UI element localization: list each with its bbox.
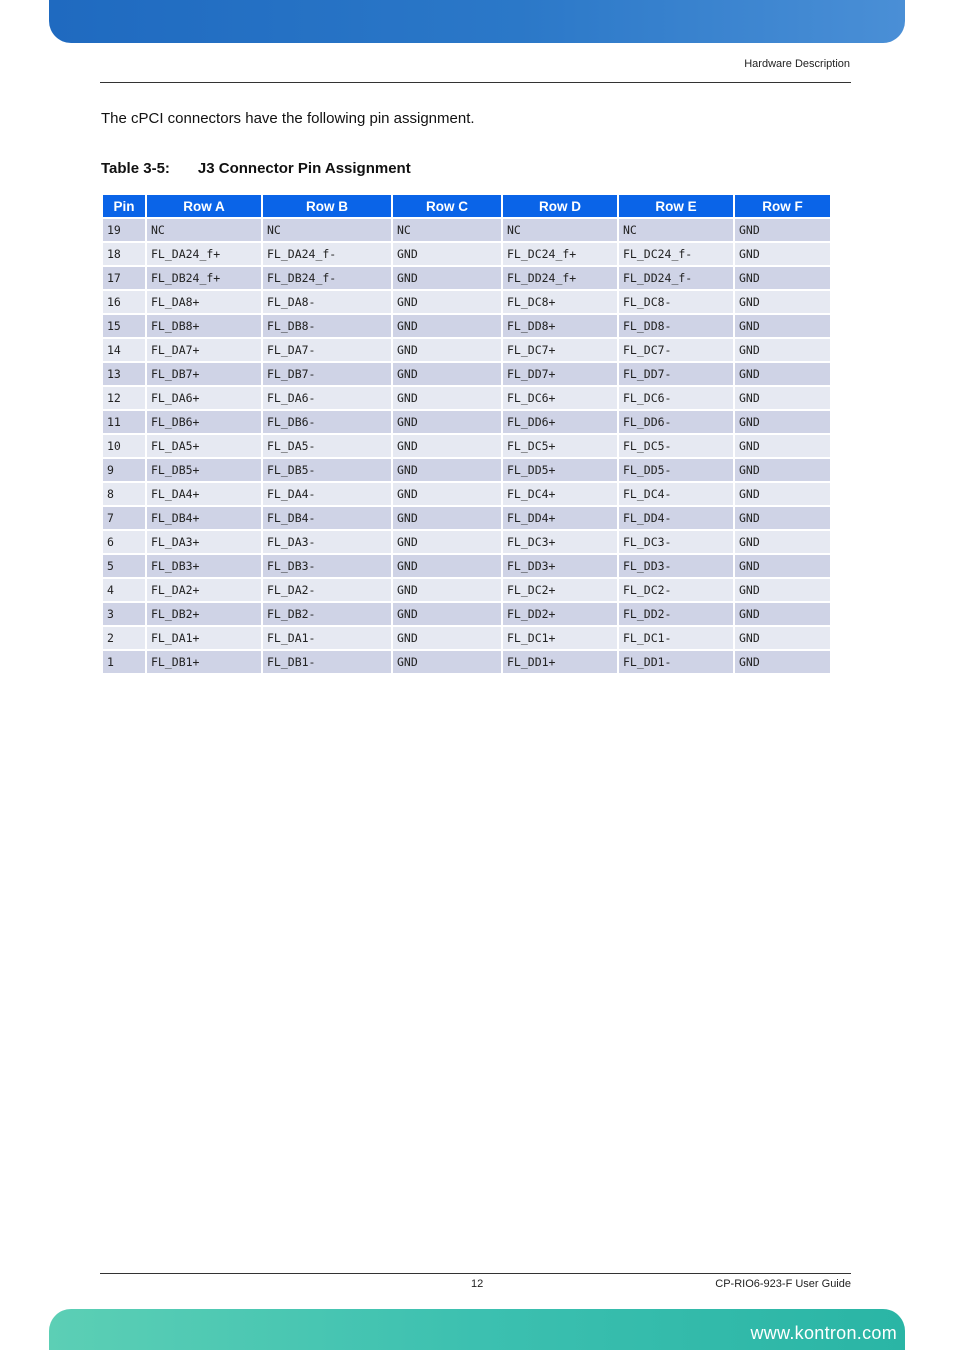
signal-cell: GND bbox=[735, 291, 830, 313]
signal-cell: GND bbox=[393, 483, 501, 505]
signal-cell: FL_DD7+ bbox=[503, 363, 617, 385]
signal-cell: FL_DA5+ bbox=[147, 435, 261, 457]
table-row bbox=[103, 627, 830, 649]
intro-paragraph: The cPCI connectors have the following pin assignment. bbox=[101, 110, 475, 127]
signal-cell: FL_DC3+ bbox=[503, 531, 617, 553]
signal-cell: FL_DD8+ bbox=[503, 315, 617, 337]
signal-cell: GND bbox=[735, 411, 830, 433]
signal-cell: GND bbox=[735, 531, 830, 553]
signal-cell: NC bbox=[503, 219, 617, 241]
column-header: Row B bbox=[263, 195, 391, 217]
signal-cell: GND bbox=[393, 435, 501, 457]
table-caption bbox=[101, 160, 411, 177]
table-row bbox=[103, 267, 830, 289]
table-row bbox=[103, 363, 830, 385]
signal-cell: FL_DB3- bbox=[263, 555, 391, 577]
footer-divider bbox=[100, 1273, 851, 1274]
signal-cell: GND bbox=[735, 459, 830, 481]
table-row bbox=[103, 555, 830, 577]
pin-number-cell: 18 bbox=[103, 243, 145, 265]
signal-cell: FL_DB3+ bbox=[147, 555, 261, 577]
pin-number-cell: 5 bbox=[103, 555, 145, 577]
signal-cell: FL_DB24_f+ bbox=[147, 267, 261, 289]
pin-number-cell: 13 bbox=[103, 363, 145, 385]
signal-cell: GND bbox=[735, 507, 830, 529]
signal-cell: GND bbox=[735, 651, 830, 673]
website-link[interactable]: www.kontron.com bbox=[750, 1323, 897, 1343]
pin-number-cell: 2 bbox=[103, 627, 145, 649]
signal-cell: FL_DC7+ bbox=[503, 339, 617, 361]
signal-cell: FL_DB6- bbox=[263, 411, 391, 433]
signal-cell: NC bbox=[619, 219, 733, 241]
table-row bbox=[103, 315, 830, 337]
signal-cell: FL_DD3- bbox=[619, 555, 733, 577]
signal-cell: FL_DB24_f- bbox=[263, 267, 391, 289]
document-title: CP-RIO6-923-F User Guide bbox=[715, 1278, 851, 1290]
table-row bbox=[103, 339, 830, 361]
signal-cell: FL_DB1+ bbox=[147, 651, 261, 673]
signal-cell: FL_DC24_f+ bbox=[503, 243, 617, 265]
signal-cell: FL_DB7- bbox=[263, 363, 391, 385]
table-row bbox=[103, 219, 830, 241]
signal-cell: FL_DC4- bbox=[619, 483, 733, 505]
signal-cell: FL_DA3- bbox=[263, 531, 391, 553]
signal-cell: GND bbox=[393, 315, 501, 337]
pin-number-cell: 15 bbox=[103, 315, 145, 337]
signal-cell: FL_DC24_f- bbox=[619, 243, 733, 265]
signal-cell: FL_DA5- bbox=[263, 435, 391, 457]
signal-cell: FL_DC4+ bbox=[503, 483, 617, 505]
pin-number-cell: 17 bbox=[103, 267, 145, 289]
column-header: Row E bbox=[619, 195, 733, 217]
pin-number-cell: 6 bbox=[103, 531, 145, 553]
table-row bbox=[103, 435, 830, 457]
signal-cell: FL_DB6+ bbox=[147, 411, 261, 433]
signal-cell: GND bbox=[735, 267, 830, 289]
signal-cell: GND bbox=[735, 363, 830, 385]
signal-cell: FL_DB8- bbox=[263, 315, 391, 337]
signal-cell: GND bbox=[735, 483, 830, 505]
pin-number-cell: 10 bbox=[103, 435, 145, 457]
signal-cell: FL_DB4- bbox=[263, 507, 391, 529]
table-row bbox=[103, 411, 830, 433]
pin-number-cell: 8 bbox=[103, 483, 145, 505]
signal-cell: FL_DA2- bbox=[263, 579, 391, 601]
signal-cell: GND bbox=[393, 411, 501, 433]
table-row bbox=[103, 459, 830, 481]
signal-cell: FL_DD1- bbox=[619, 651, 733, 673]
column-header: Row D bbox=[503, 195, 617, 217]
table-row bbox=[103, 651, 830, 673]
signal-cell: FL_DA6+ bbox=[147, 387, 261, 409]
column-header: Pin bbox=[103, 195, 145, 217]
signal-cell: FL_DC5+ bbox=[503, 435, 617, 457]
signal-cell: FL_DA7+ bbox=[147, 339, 261, 361]
signal-cell: FL_DB5+ bbox=[147, 459, 261, 481]
signal-cell: FL_DD2- bbox=[619, 603, 733, 625]
signal-cell: FL_DA8- bbox=[263, 291, 391, 313]
signal-cell: FL_DC2+ bbox=[503, 579, 617, 601]
signal-cell: FL_DC5- bbox=[619, 435, 733, 457]
signal-cell: FL_DD3+ bbox=[503, 555, 617, 577]
table-row bbox=[103, 507, 830, 529]
pin-number-cell: 16 bbox=[103, 291, 145, 313]
signal-cell: NC bbox=[393, 219, 501, 241]
signal-cell: FL_DD5- bbox=[619, 459, 733, 481]
signal-cell: FL_DA1- bbox=[263, 627, 391, 649]
signal-cell: GND bbox=[393, 507, 501, 529]
signal-cell: FL_DA4- bbox=[263, 483, 391, 505]
signal-cell: GND bbox=[735, 627, 830, 649]
signal-cell: FL_DC2- bbox=[619, 579, 733, 601]
column-header: Row F bbox=[735, 195, 830, 217]
signal-cell: FL_DB5- bbox=[263, 459, 391, 481]
signal-cell: FL_DA4+ bbox=[147, 483, 261, 505]
signal-cell: FL_DD24_f+ bbox=[503, 267, 617, 289]
header-section-title: Hardware Description bbox=[744, 58, 850, 70]
top-banner bbox=[49, 0, 905, 43]
table-caption-label: Table 3-5: bbox=[101, 160, 170, 177]
pin-number-cell: 12 bbox=[103, 387, 145, 409]
pin-assignment-table bbox=[101, 193, 832, 675]
signal-cell: FL_DD2+ bbox=[503, 603, 617, 625]
signal-cell: FL_DA3+ bbox=[147, 531, 261, 553]
signal-cell: FL_DB8+ bbox=[147, 315, 261, 337]
column-header: Row C bbox=[393, 195, 501, 217]
signal-cell: GND bbox=[393, 627, 501, 649]
signal-cell: FL_DA7- bbox=[263, 339, 391, 361]
signal-cell: FL_DC1+ bbox=[503, 627, 617, 649]
signal-cell: GND bbox=[393, 291, 501, 313]
column-header: Row A bbox=[147, 195, 261, 217]
table-row bbox=[103, 531, 830, 553]
signal-cell: GND bbox=[393, 243, 501, 265]
pin-number-cell: 19 bbox=[103, 219, 145, 241]
signal-cell: GND bbox=[735, 555, 830, 577]
signal-cell: GND bbox=[393, 363, 501, 385]
pin-number-cell: 9 bbox=[103, 459, 145, 481]
signal-cell: GND bbox=[393, 459, 501, 481]
signal-cell: GND bbox=[735, 579, 830, 601]
signal-cell: GND bbox=[735, 339, 830, 361]
signal-cell: FL_DD4- bbox=[619, 507, 733, 529]
signal-cell: FL_DC6+ bbox=[503, 387, 617, 409]
page-number: 12 bbox=[471, 1278, 484, 1290]
pin-number-cell: 7 bbox=[103, 507, 145, 529]
table-row bbox=[103, 483, 830, 505]
pin-number-cell: 14 bbox=[103, 339, 145, 361]
table-row bbox=[103, 387, 830, 409]
signal-cell: GND bbox=[735, 435, 830, 457]
signal-cell: FL_DD24_f- bbox=[619, 267, 733, 289]
signal-cell: FL_DD7- bbox=[619, 363, 733, 385]
signal-cell: FL_DC8+ bbox=[503, 291, 617, 313]
signal-cell: FL_DB7+ bbox=[147, 363, 261, 385]
pin-number-cell: 3 bbox=[103, 603, 145, 625]
signal-cell: NC bbox=[263, 219, 391, 241]
signal-cell: GND bbox=[393, 267, 501, 289]
signal-cell: FL_DC6- bbox=[619, 387, 733, 409]
table-caption-title: J3 Connector Pin Assignment bbox=[197, 160, 411, 177]
header-divider bbox=[100, 82, 851, 83]
signal-cell: NC bbox=[147, 219, 261, 241]
signal-cell: FL_DC8- bbox=[619, 291, 733, 313]
signal-cell: FL_DB1- bbox=[263, 651, 391, 673]
signal-cell: FL_DB4+ bbox=[147, 507, 261, 529]
signal-cell: GND bbox=[393, 339, 501, 361]
signal-cell: GND bbox=[735, 387, 830, 409]
signal-cell: GND bbox=[393, 651, 501, 673]
signal-cell: FL_DD5+ bbox=[503, 459, 617, 481]
signal-cell: FL_DA8+ bbox=[147, 291, 261, 313]
pin-number-cell: 11 bbox=[103, 411, 145, 433]
signal-cell: FL_DD6- bbox=[619, 411, 733, 433]
signal-cell: FL_DD8- bbox=[619, 315, 733, 337]
pin-number-cell: 4 bbox=[103, 579, 145, 601]
signal-cell: FL_DA24_f- bbox=[263, 243, 391, 265]
signal-cell: FL_DD6+ bbox=[503, 411, 617, 433]
signal-cell: GND bbox=[393, 531, 501, 553]
signal-cell: FL_DC7- bbox=[619, 339, 733, 361]
table-row bbox=[103, 243, 830, 265]
signal-cell: FL_DA2+ bbox=[147, 579, 261, 601]
signal-cell: GND bbox=[735, 315, 830, 337]
table-header-row bbox=[103, 195, 830, 217]
signal-cell: FL_DD4+ bbox=[503, 507, 617, 529]
signal-cell: GND bbox=[735, 219, 830, 241]
pin-number-cell: 1 bbox=[103, 651, 145, 673]
signal-cell: FL_DB2+ bbox=[147, 603, 261, 625]
signal-cell: FL_DC3- bbox=[619, 531, 733, 553]
table-row bbox=[103, 603, 830, 625]
signal-cell: FL_DD1+ bbox=[503, 651, 617, 673]
signal-cell: GND bbox=[735, 603, 830, 625]
table-row bbox=[103, 579, 830, 601]
signal-cell: GND bbox=[393, 555, 501, 577]
table-row bbox=[103, 291, 830, 313]
signal-cell: GND bbox=[393, 579, 501, 601]
signal-cell: FL_DB2- bbox=[263, 603, 391, 625]
signal-cell: FL_DA1+ bbox=[147, 627, 261, 649]
signal-cell: GND bbox=[735, 243, 830, 265]
signal-cell: FL_DC1- bbox=[619, 627, 733, 649]
signal-cell: FL_DA24_f+ bbox=[147, 243, 261, 265]
signal-cell: GND bbox=[393, 387, 501, 409]
signal-cell: FL_DA6- bbox=[263, 387, 391, 409]
signal-cell: GND bbox=[393, 603, 501, 625]
